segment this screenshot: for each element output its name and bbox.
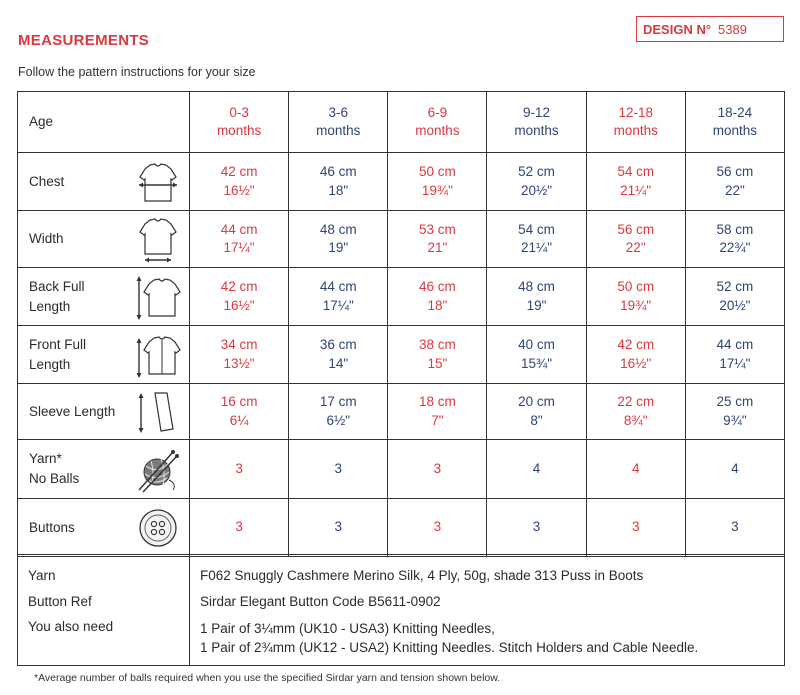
measurement-primary: 3 bbox=[235, 519, 243, 535]
size-header-cell bbox=[289, 92, 388, 153]
size-range: 18-24 bbox=[717, 104, 753, 120]
measurement-cell bbox=[685, 326, 784, 384]
row-label-cell bbox=[18, 153, 190, 211]
size-unit: months bbox=[514, 123, 559, 138]
design-number: 5389 bbox=[718, 21, 747, 37]
measurement-primary: 56 cm bbox=[716, 164, 754, 180]
measurement-primary: 20 cm bbox=[518, 394, 555, 410]
measurement-primary: 38 cm bbox=[419, 337, 456, 353]
measurement-primary: 3 bbox=[532, 519, 541, 535]
row-label: Yarn* No Balls bbox=[29, 451, 80, 486]
measurement-inches: 17¼" bbox=[223, 240, 255, 255]
measurement-cell bbox=[289, 499, 388, 557]
measurement-row bbox=[18, 384, 785, 440]
row-label: Chest bbox=[29, 173, 65, 189]
row-label-cell bbox=[18, 268, 190, 326]
measurement-inches: 21¼" bbox=[521, 240, 553, 255]
size-range: 12-18 bbox=[618, 104, 653, 120]
measurement-cell bbox=[289, 153, 388, 211]
measurement-inches: 16½" bbox=[223, 297, 255, 313]
measurement-cell bbox=[685, 440, 784, 499]
measurement-cell bbox=[388, 153, 487, 211]
measurement-primary: 48 cm bbox=[319, 221, 357, 237]
measurement-primary: 3 bbox=[235, 460, 243, 476]
measurement-primary: 3 bbox=[334, 519, 342, 535]
measurement-cell bbox=[487, 384, 586, 440]
row-label-cell bbox=[18, 440, 190, 499]
measurement-cell bbox=[289, 211, 388, 268]
measurement-primary: 40 cm bbox=[518, 337, 555, 353]
measurement-inches: 19" bbox=[328, 240, 349, 255]
size-header-cell bbox=[586, 92, 685, 153]
row-label-cell bbox=[18, 211, 190, 268]
measurement-primary: 58 cm bbox=[716, 221, 754, 237]
measurement-cell bbox=[685, 499, 784, 557]
measurement-inches: 17¼" bbox=[322, 297, 354, 313]
yarn-label: Yarn bbox=[28, 568, 56, 583]
measurement-inches: 17¼" bbox=[719, 355, 751, 371]
measurement-cell bbox=[586, 268, 685, 326]
materials-labels bbox=[18, 555, 190, 666]
size-header-cell bbox=[190, 92, 289, 153]
measurement-inches: 22" bbox=[724, 182, 745, 198]
measurement-primary: 42 cm bbox=[220, 164, 258, 180]
measurement-inches: 21¼" bbox=[620, 182, 652, 198]
measurement-primary: 46 cm bbox=[419, 279, 456, 295]
measurement-inches: 19¾" bbox=[421, 182, 453, 198]
you-also-need-label: You also need bbox=[28, 619, 114, 635]
chest-icon bbox=[133, 157, 183, 207]
page-title: MEASUREMENTS bbox=[18, 32, 150, 49]
measurement-primary: 52 cm bbox=[716, 279, 754, 295]
measurement-cell bbox=[190, 384, 289, 440]
measurement-inches: 16½" bbox=[223, 182, 255, 198]
measurement-cell bbox=[388, 440, 487, 499]
row-label: Front Full Length bbox=[29, 336, 87, 372]
measurement-primary: 3 bbox=[731, 519, 739, 535]
measurement-primary: 50 cm bbox=[617, 279, 655, 295]
size-header-cell bbox=[487, 92, 586, 153]
measurement-inches: 6½" bbox=[326, 412, 351, 428]
measurement-cell bbox=[586, 384, 685, 440]
measurement-inches: 21" bbox=[427, 240, 448, 255]
row-label: Back Full Length bbox=[29, 278, 85, 314]
measurement-primary: 4 bbox=[731, 460, 739, 476]
measurement-primary: 54 cm bbox=[518, 221, 555, 237]
measurement-primary: 3 bbox=[433, 460, 442, 476]
measurement-cell bbox=[586, 211, 685, 268]
button-ref-label: Button Ref bbox=[28, 593, 92, 609]
measurement-cell bbox=[487, 440, 586, 499]
measurement-inches: 22¾" bbox=[719, 240, 751, 255]
design-label: DESIGN N° bbox=[643, 21, 712, 37]
size-unit: months bbox=[415, 123, 460, 138]
measurement-row bbox=[18, 326, 785, 384]
measurement-cell bbox=[289, 440, 388, 499]
measurement-cell bbox=[586, 499, 685, 557]
needs-line-2: 1 Pair of 2¾mm (UK12 - USA2) Knitting Needles. Stitch Holders and Cable Needle. bbox=[200, 639, 699, 655]
button-icon bbox=[133, 503, 183, 553]
measurement-inches: 16½" bbox=[620, 355, 652, 371]
measurement-primary: 4 bbox=[631, 460, 640, 476]
row-label-cell bbox=[18, 499, 190, 557]
measurement-cell bbox=[388, 211, 487, 268]
measurement-row bbox=[18, 211, 785, 268]
measurement-primary: 18 cm bbox=[419, 394, 456, 410]
size-header-cell bbox=[388, 92, 487, 153]
measurement-primary: 52 cm bbox=[518, 164, 555, 180]
measurement-row bbox=[18, 440, 785, 499]
measurement-cell bbox=[487, 153, 586, 211]
intro-text: Follow the pattern instructions for your size bbox=[18, 65, 256, 79]
measurement-cell bbox=[586, 440, 685, 499]
measurements-table bbox=[17, 91, 785, 557]
row-label: Width bbox=[29, 231, 64, 247]
measurement-cell bbox=[685, 153, 784, 211]
measurement-cell bbox=[190, 153, 289, 211]
measurement-primary: 42 cm bbox=[220, 279, 258, 295]
measurement-inches: 22" bbox=[625, 240, 646, 255]
measurement-cell bbox=[685, 211, 784, 268]
measurement-cell bbox=[388, 499, 487, 557]
measurement-primary: 53 cm bbox=[419, 221, 456, 237]
measurement-primary: 44 cm bbox=[319, 279, 357, 295]
measurement-cell bbox=[388, 326, 487, 384]
measurement-inches: 18" bbox=[328, 182, 349, 198]
measurement-row bbox=[18, 499, 785, 557]
measurement-cell bbox=[685, 384, 784, 440]
measurement-cell bbox=[487, 268, 586, 326]
measurement-primary: 3 bbox=[334, 460, 342, 476]
measurement-cell bbox=[487, 499, 586, 557]
measurement-inches: 14" bbox=[328, 355, 349, 371]
measurement-primary: 16 cm bbox=[220, 394, 258, 410]
measurement-inches: 6¼ bbox=[229, 412, 249, 428]
front-length-icon bbox=[133, 330, 183, 380]
size-unit: months bbox=[712, 123, 758, 138]
measurement-primary: 25 cm bbox=[716, 394, 754, 410]
size-unit: months bbox=[613, 123, 658, 138]
size-header-cell bbox=[685, 92, 784, 153]
measurement-primary: 44 cm bbox=[716, 337, 754, 353]
measurement-row bbox=[18, 268, 785, 326]
measurement-cell bbox=[289, 268, 388, 326]
measurement-inches: 8" bbox=[530, 412, 543, 428]
back-length-icon bbox=[133, 272, 183, 322]
footnote: *Average number of balls required when you use the specified Sirdar yarn and tension shown below. bbox=[34, 672, 501, 684]
measurement-primary: 46 cm bbox=[319, 164, 357, 180]
measurement-inches: 7" bbox=[431, 412, 444, 428]
size-range: 9-12 bbox=[523, 104, 551, 120]
size-range: 3-6 bbox=[328, 104, 348, 120]
measurement-cell bbox=[190, 211, 289, 268]
measurement-cell bbox=[487, 211, 586, 268]
measurement-inches: 20½" bbox=[521, 182, 553, 198]
size-unit: months bbox=[316, 123, 361, 138]
row-label-cell bbox=[18, 326, 190, 384]
measurement-primary: 34 cm bbox=[220, 337, 258, 353]
measurement-primary: 54 cm bbox=[617, 164, 655, 180]
measurement-cell bbox=[190, 326, 289, 384]
row-label: Sleeve Length bbox=[29, 403, 116, 419]
row-label: Buttons bbox=[29, 519, 75, 535]
design-number-box bbox=[636, 16, 784, 42]
measurement-inches: 19¾" bbox=[620, 297, 652, 313]
measurement-cell bbox=[190, 440, 289, 499]
yarn-ball-icon bbox=[133, 444, 183, 494]
measurement-primary: 44 cm bbox=[220, 221, 258, 237]
materials-table bbox=[17, 554, 785, 666]
measurement-inches: 15¾" bbox=[521, 355, 553, 371]
measurement-cell bbox=[487, 326, 586, 384]
measurement-primary: 4 bbox=[532, 460, 541, 476]
measurement-primary: 3 bbox=[631, 519, 640, 535]
button-ref-value: Sirdar Elegant Button Code B5611-0902 bbox=[200, 593, 441, 609]
measurement-cell bbox=[289, 326, 388, 384]
measurement-primary: 56 cm bbox=[617, 221, 655, 237]
width-icon bbox=[133, 214, 183, 264]
measurement-primary: 22 cm bbox=[617, 394, 655, 410]
size-range: 0-3 bbox=[229, 104, 249, 120]
measurement-inches: 15" bbox=[427, 355, 448, 371]
measurement-inches: 8¾" bbox=[623, 412, 648, 428]
measurement-inches: 19" bbox=[526, 297, 547, 313]
measurement-cell bbox=[388, 384, 487, 440]
materials-values bbox=[190, 555, 785, 666]
measurement-primary: 48 cm bbox=[518, 279, 555, 295]
measurement-primary: 17 cm bbox=[319, 394, 357, 410]
size-header-row bbox=[18, 92, 785, 153]
measurement-inches: 18" bbox=[427, 297, 448, 313]
measurement-primary: 42 cm bbox=[617, 337, 655, 353]
measurement-inches: 13½" bbox=[223, 355, 255, 371]
measurement-cell bbox=[388, 268, 487, 326]
measurement-inches: 9¾" bbox=[723, 412, 747, 428]
measurement-cell bbox=[190, 499, 289, 557]
age-label-cell bbox=[18, 92, 190, 153]
yarn-value: F062 Snuggly Cashmere Merino Silk, 4 Ply, 50g, shade 313 Puss in Boots bbox=[200, 568, 644, 583]
measurement-cell bbox=[685, 268, 784, 326]
measurement-cell bbox=[586, 326, 685, 384]
measurement-row bbox=[18, 153, 785, 211]
sleeve-icon bbox=[133, 387, 183, 437]
measurement-primary: 50 cm bbox=[419, 164, 456, 180]
measurement-primary: 36 cm bbox=[319, 337, 357, 353]
age-label: Age bbox=[29, 114, 54, 130]
needs-line-1: 1 Pair of 3¼mm (UK10 - USA3) Knitting Needles, bbox=[200, 621, 495, 637]
size-unit: months bbox=[216, 123, 262, 138]
measurement-cell bbox=[190, 268, 289, 326]
measurement-inches: 20½" bbox=[719, 297, 751, 313]
measurement-cell bbox=[289, 384, 388, 440]
measurement-cell bbox=[586, 153, 685, 211]
row-label-cell bbox=[18, 384, 190, 440]
measurement-primary: 3 bbox=[433, 519, 442, 535]
size-range: 6-9 bbox=[427, 104, 448, 120]
